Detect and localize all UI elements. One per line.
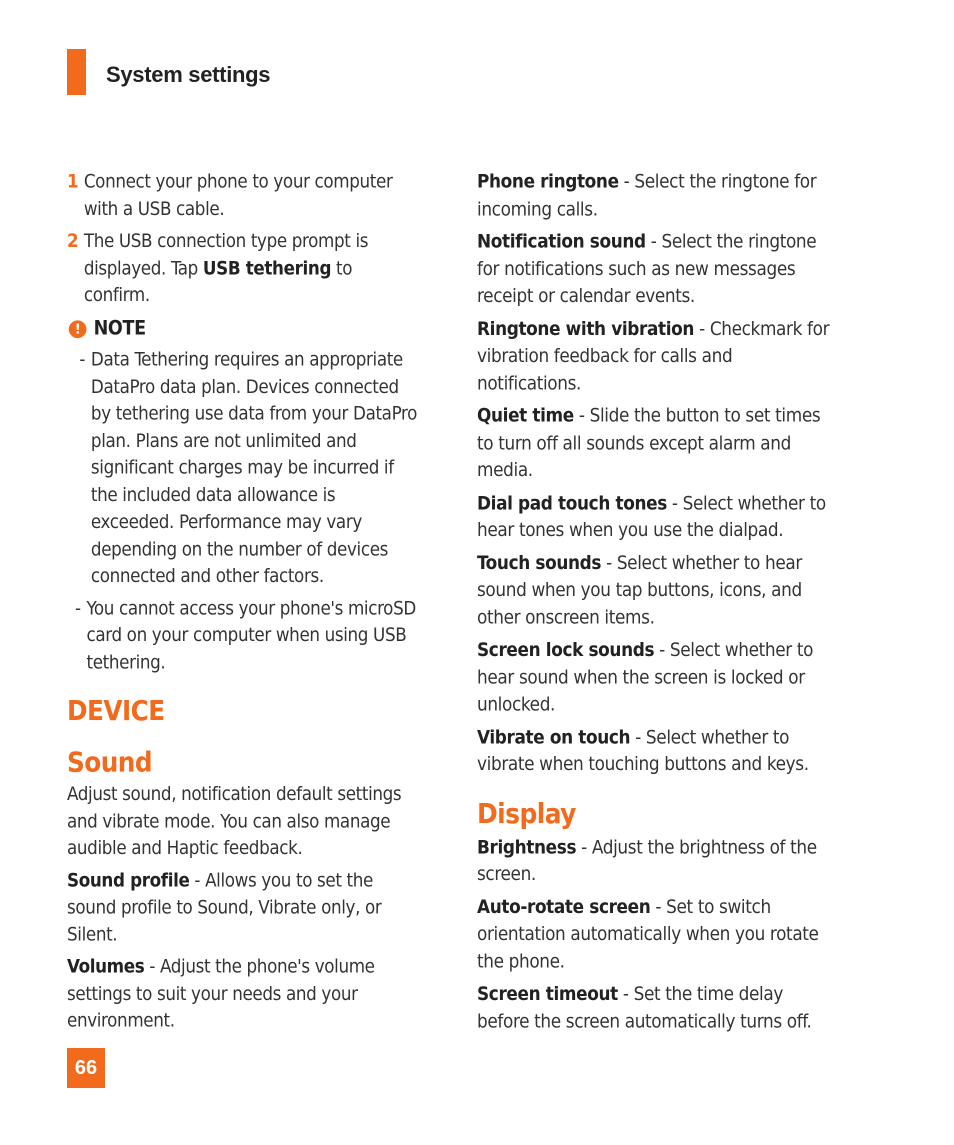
note-heading: [69, 316, 422, 343]
setting-term: Phone ringtone: [477, 170, 619, 193]
right-column: [477, 168, 834, 1040]
setting-item-dial-pad-tones: [477, 489, 834, 544]
setting-item-ringtone-vibration: [477, 315, 834, 397]
sound-intro: Adjust sound, notification default settings and vibrate mode. You can also manage audible and Haptic feedback.: [67, 783, 402, 859]
note-item: [67, 346, 421, 589]
setting-item-sound-profile: [67, 867, 421, 948]
setting-desc: - Set the time delay before the screen automatically turns off.: [477, 982, 812, 1032]
setting-term: Screen timeout: [477, 982, 618, 1005]
setting-term: Brightness: [477, 835, 577, 858]
step-text-end: to confirm.: [83, 257, 353, 306]
step-1: [67, 168, 421, 222]
setting-item-brightness: [477, 833, 834, 888]
note-text: Data Tethering requires an appropriate DataPro data plan. Devices connected by tethering use data from your DataPro plan. Plans are not unlimited and significant charges may be incurred if the included data allowance is exceeded. Performance may vary depending on the number of devices connected and other factors.: [90, 348, 418, 587]
setting-desc: - Select whether to hear sound when the screen is locked or unlocked.: [477, 638, 814, 715]
setting-item-quiet-time: [477, 402, 834, 484]
setting-term: Ringtone with vibration: [477, 317, 695, 340]
step-2: [67, 227, 421, 308]
step-number: 2: [67, 230, 79, 252]
setting-term: Volumes: [67, 955, 145, 978]
setting-item-screen-lock-sounds: [477, 636, 834, 718]
display-section-title: Display: [477, 797, 576, 830]
setting-desc: - Select whether to hear sound when you tap buttons, icons, and other onscreen items.: [477, 551, 802, 628]
setting-item-vibrate-on-touch: [477, 723, 834, 778]
setting-desc: - Adjust the phone's volume settings to suit your needs and your environment.: [67, 955, 375, 1032]
setting-term: Notification sound: [477, 230, 646, 252]
setting-term: Quiet time: [477, 404, 574, 427]
setting-desc: - Set to switch orientation automatically when you rotate the phone.: [477, 895, 819, 972]
setting-term: Touch sounds: [477, 551, 602, 574]
setting-term: Vibrate on touch: [477, 725, 631, 748]
step-text: The USB connection type prompt is displayed. Tap: [83, 230, 369, 279]
setting-desc: - Checkmark for vibration feedback for calls and notifications.: [477, 317, 830, 394]
setting-desc: - Select whether to hear tones when you use the dialpad.: [477, 491, 826, 541]
step-text: Connect your phone to your computer with a USB cable.: [83, 170, 393, 219]
device-section-title: DEVICE: [67, 695, 165, 728]
setting-term: Screen lock sounds: [477, 638, 655, 661]
note-title: NOTE: [93, 317, 146, 340]
setting-desc: - Adjust the brightness of the screen.: [477, 835, 817, 885]
setting-item-notification-sound: [477, 228, 834, 310]
setting-item-touch-sounds: [477, 549, 834, 631]
page-header-title: System settings: [106, 62, 271, 87]
setting-term: Sound profile: [67, 869, 190, 891]
setting-desc: - Select the ringtone for notifications such as new messages receipt or calendar events.: [477, 230, 817, 307]
setting-term: Auto-rotate screen: [477, 895, 651, 918]
sound-section-title: Sound: [67, 746, 153, 779]
step-number: 1: [67, 170, 79, 192]
setting-item-screen-timeout: [477, 980, 834, 1035]
note-text: You cannot access your phone's microSD card on your computer when using USB tethering.: [86, 597, 416, 673]
setting-desc: - Slide the button to set times to turn off all sounds except alarm and media.: [477, 404, 821, 481]
setting-desc: - Allows you to set the sound profile to Sound, Vibrate only, or Silent.: [67, 869, 382, 945]
exclamation-circle-icon: !: [69, 320, 87, 338]
setting-item-phone-ringtone: [477, 168, 834, 223]
left-column: [67, 168, 421, 1040]
note-dash: -: [74, 597, 81, 619]
setting-item-auto-rotate: [477, 893, 834, 975]
page-number: 66: [67, 1048, 105, 1088]
note-dash: -: [79, 348, 86, 371]
note-item: [67, 595, 421, 676]
setting-desc: - Select the ringtone for incoming calls.: [477, 170, 817, 220]
header-accent-bar: [67, 49, 86, 95]
step-bold-term: USB tethering: [202, 257, 332, 279]
setting-item-volumes: [67, 953, 421, 1034]
setting-desc: - Select whether to vibrate when touching buttons and keys.: [477, 725, 809, 775]
setting-term: Dial pad touch tones: [477, 491, 667, 514]
